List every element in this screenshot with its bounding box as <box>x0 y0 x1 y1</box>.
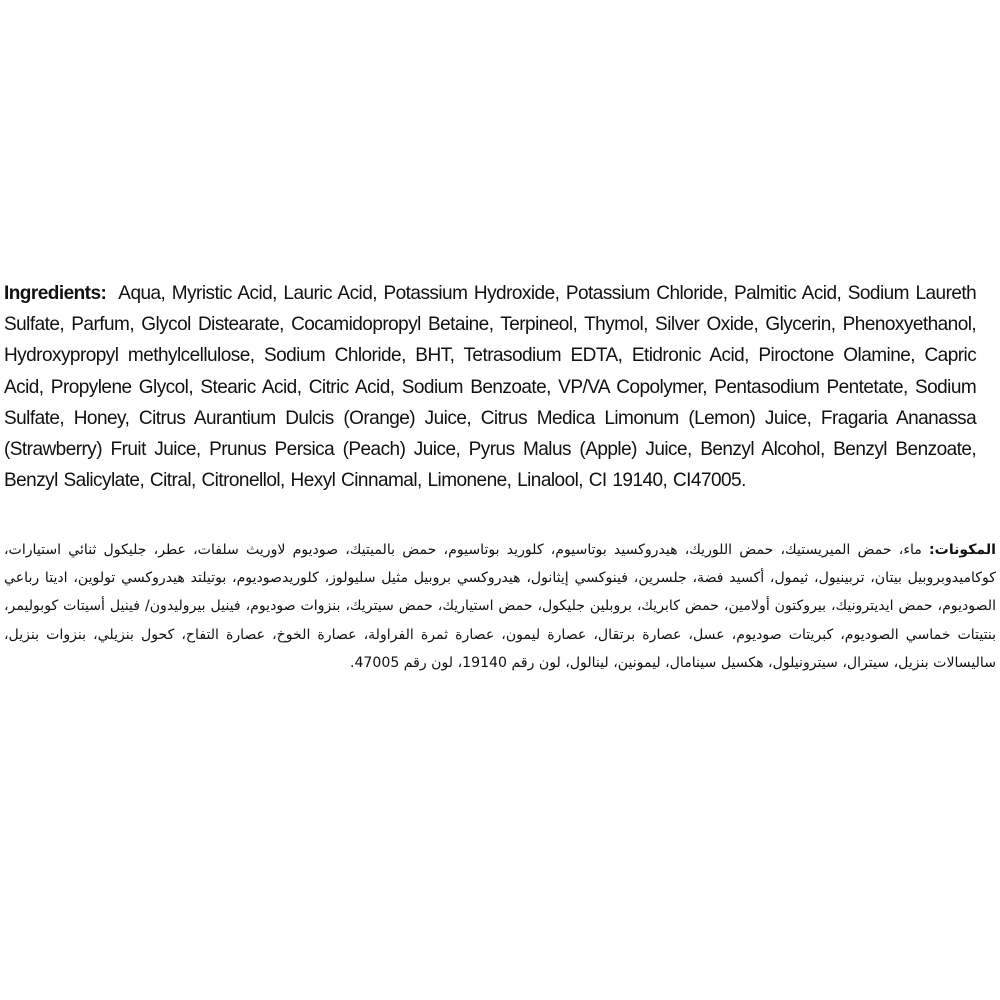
ingredients-arabic-paragraph <box>4 536 996 677</box>
ingredients-arabic-text: ماء، حمض الميريستيك، حمض اللوريك، هيدروكسيد بوتاسيوم، كلوريد بوتاسيوم، حمض بالميتيك، صوديوم لاوريث سلفات، عطر، جليكول ثنائي استيارات، كوكاميدوبروبيل بيتان، تربينيول، ثيمول، أكسيد فضة، جلسرين، فينوكسي إيثانول، هيدروكسي بروبيل مثيل سليولوز، كلوريدصوديوم، بوتيلتد هيدروكسي تولوين، اديتا رباعي الصوديوم، حمض ايديترونيك، بيروكتون أولامين، حمض كابريك، بروبلين جليكول، حمض استياريك، حمض سيتريك، بنزوات صوديوم، فينيل بيروليدون/ فينيل أسيتات كوبوليمر، بنتيتات خماسي الصوديوم، كبريتات صوديوم، عسل، عصارة برتقال، عصارة ليمون، عصارة ثمرة الفراولة، عصارة الخوخ، عصارة التفاح، كحول بنزيلي، بنزوات بنزيل، ساليسالات بنزيل، سيترال، سيترونيلول، هكسيل سينامال، ليمونين، لينالول، لون رقم 19140، لون رقم 47005. <box>4 542 996 671</box>
ingredients-arabic-heading: المكونات: <box>929 542 997 558</box>
ingredients-heading: Ingredients: <box>4 282 107 304</box>
ingredients-english-paragraph <box>4 278 976 496</box>
ingredients-english-text: Aqua, Myristic Acid, Lauric Acid, Potassium Hydroxide, Potassium Chloride, Palmitic Acid, Sodium Laureth Sulfate, Parfum, Glycol Distearate, Cocamidopropyl Betaine, Terpineol, Thymol, Silver Oxide, Glycerin, Phenoxyethanol, Hydroxypropyl methylcellulose, Sodium Chloride, BHT, Tetrasodium EDTA, Etidronic Acid, Piroctone Olamine, Capric Acid, Propylene Glycol, Stearic Acid, Citric Acid, Sodium Benzoate, VP/VA Copolymer, Pentasodium Pentetate, Sodium Sulfate, Honey, Citrus Aurantium Dulcis (Orange) Juice, Citrus Medica Limonum (Lemon) Juice, Fragaria Ananassa (Strawberry) Fruit Juice, Prunus Persica (Peach) Juice, Pyrus Malus (Apple) Juice, Benzyl Alcohol, Benzyl Benzoate, Benzyl Salicylate, Citral, Citronellol, Hexyl Cinnamal, Limonene, Linalool, CI 19140, CI47005. <box>4 282 977 492</box>
